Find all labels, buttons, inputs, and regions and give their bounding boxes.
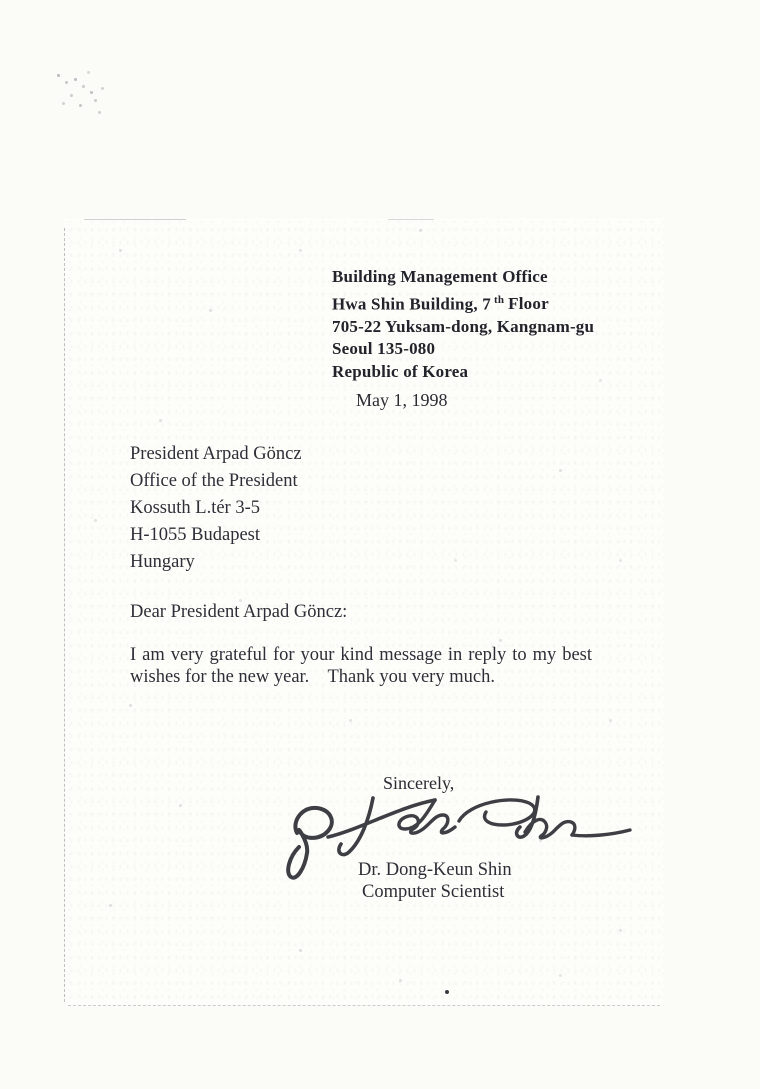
recipient-address-block [130, 441, 302, 576]
sender-line: 705-22 Yuksam-dong, Kangnam-gu [332, 316, 595, 336]
paper-top-edge-segment [388, 219, 434, 220]
sender-line: Seoul 135-080 [332, 339, 436, 359]
recipient-line: Office of the President [130, 471, 298, 491]
body-line: wishes for the new year. Thank you very much. [130, 666, 495, 687]
closing-word: Sincerely, [383, 773, 455, 793]
letter-body [130, 645, 592, 689]
floor-superscript: th [493, 293, 505, 306]
recipient-line: Kossuth L.tér 3-5 [130, 498, 260, 518]
sender-address-block [332, 266, 594, 383]
sender-line: Building Management Office [332, 267, 548, 286]
scan-noise-speckles [0, 0, 1, 1]
paper-bottom-edge [68, 1005, 660, 1006]
letter-date: May 1, 1998 [356, 390, 448, 410]
recipient-line: Hungary [130, 552, 195, 572]
recipient-line: H-1055 Budapest [130, 525, 260, 545]
paper-left-edge [64, 228, 65, 1002]
signer-title: Computer Scientist [362, 882, 505, 902]
recipient-line: President Arpad Göncz [130, 444, 302, 464]
salutation: Dear President Arpad Göncz: [130, 602, 348, 622]
sender-line: Hwa Shin Building, 7 $^{th}$ Floor [332, 293, 549, 314]
signer-name: Dr. Dong-Keun Shin [358, 860, 512, 880]
sender-line: Republic of Korea [332, 361, 469, 381]
stray-ink-dot [445, 990, 449, 994]
body-line: I am very grateful for your kind message in reply to my best [130, 645, 592, 665]
paper-top-edge [84, 219, 186, 220]
